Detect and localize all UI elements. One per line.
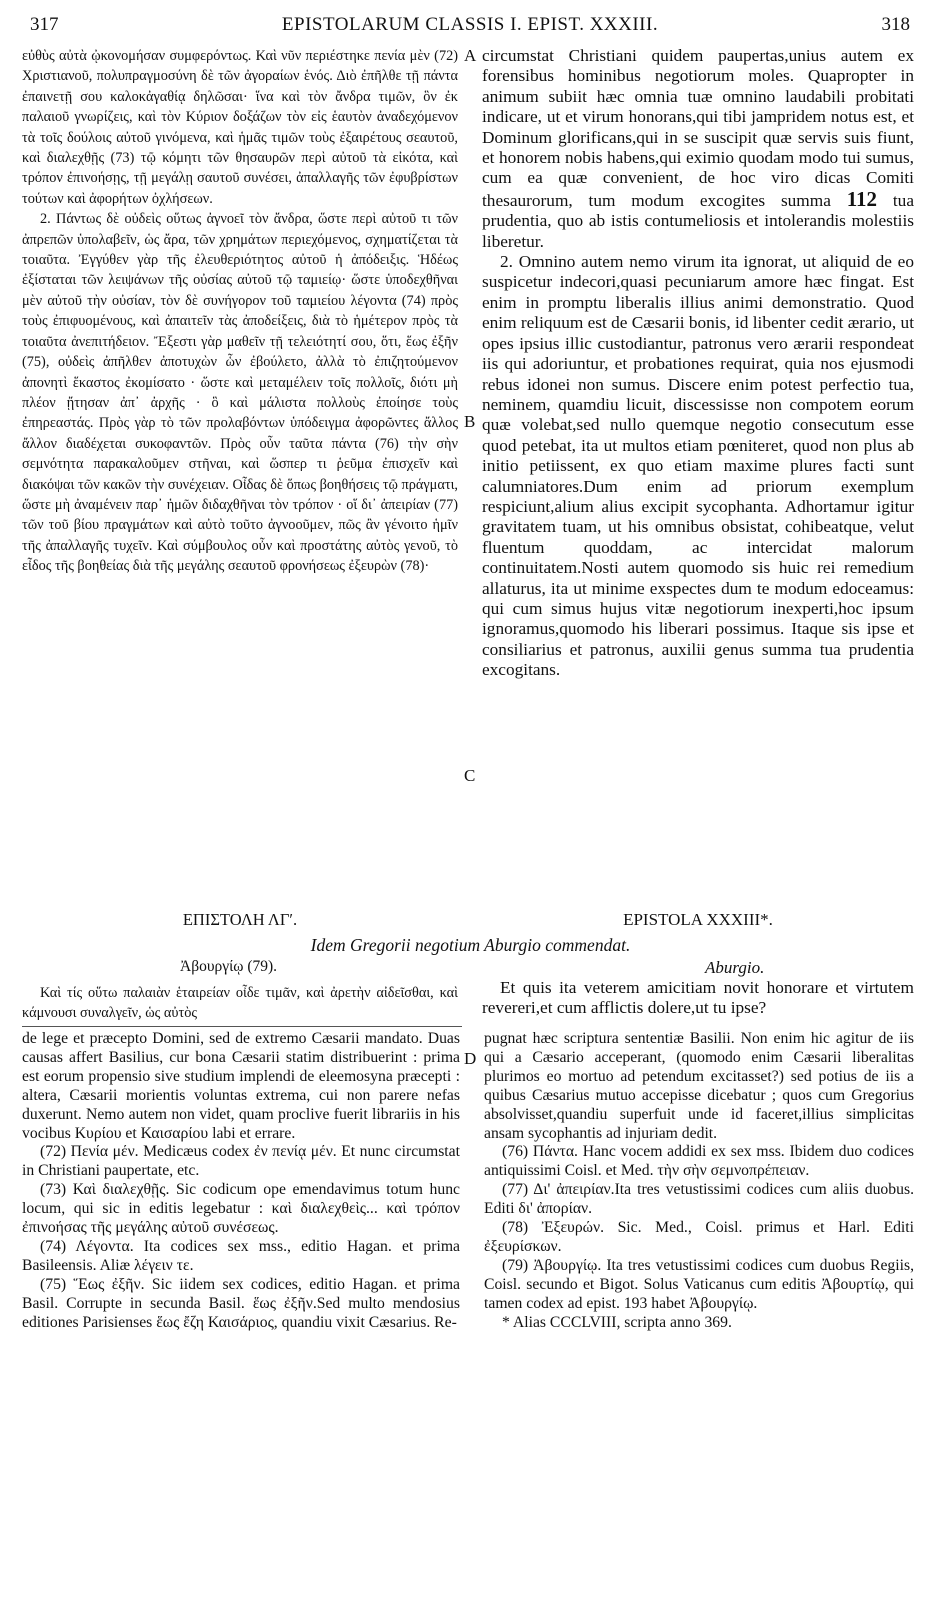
footnote-77: (77) Δι' ἀπειρίαν.Ita tres vetustissimi codices cum aliis duobus. Editi δι' ἀπορίαν. — [484, 1181, 914, 1218]
latin-text-column — [482, 46, 914, 681]
right-page-number: 318 — [881, 14, 910, 35]
latin-paragraph-1-part-a: circumstat Christiani quidem paupertas,unius autem ex forensibus hominibus negotiorum moles. Quapropter in animum subiit hæc omnia tuæ omnino laudabili probitati indicare, ut et virum honorans,qui tibi jampridem notus est, et Dominum glorificans,qui in se suscipit quæ servis suis fiunt, et honorem nobis habens,qui eximio quodam modo tui sumus, cum ea quæ convenient, de hoc viro dicas Comiti thesaurorum, tum modum excogites summa — [482, 46, 914, 210]
latin-epistle-heading: EPISTOLA XXXIII*. — [623, 910, 773, 929]
footnote-alias: * Alias CCCLVIII, scripta anno 369. — [502, 1313, 732, 1331]
greek-paragraph-1: εὐθὺς αὐτὰ ᾠκονομήσαν συμφερόντως. Καὶ νῦν περιέστηκε πενία μὲν (72) Χριστιανοῦ, πολυπραγμοσύνη δὲ τῶν ἀγοραίων ἑνός. Διὸ ἐπῆλθε τῇ πάντα ἐπαινετῇ σου καλοκἀγαθίᾳ δηλῶσαι· ἵνα καὶ τὸν ἄνδρα τιμῶν, ὃν ἐκ παλαιοῦ γνωρίζεις, καὶ τὸν Κύριον δοξάζων τὸν εἰς ἑαυτὸν ἀναδεχόμενον τὰ τοῖς δούλοις αὐτοῦ γινόμενα, καὶ ἡμᾶς τιμῶν τοὺς ἐξαιρέτους σεαυτοῦ, καὶ διαλεχθῇς (73) τῷ κόμητι τῶν θησαυρῶν περὶ αὐτοῦ τὰ εἰκότα, καὶ τρόπον ἐπινοήσῃς, τῇ μεγάλῃ σαυτοῦ συνέσει, ἀπαλλαγῆς τῶν ἐφυβρίστων τούτων καὶ ἀφορήτων ὀχλήσεων. — [22, 48, 458, 207]
latin-addressee: Aburgio. — [705, 958, 765, 977]
margin-letter-d: D — [464, 1049, 477, 1068]
footnote-75: (75) Ἕως ἐξῆν. Sic iidem sex codices, editio Hagan. et prima Basil. Corrupte in secunda Basil. ἕως ἐξῆν.Sed multo mendosius editiones Parisienses ἕως ἔζη Καισάριος, quandiu vixit Cæsarius. Re- — [22, 1275, 460, 1331]
running-header — [30, 14, 910, 42]
footnote-rule — [22, 1026, 462, 1027]
edition-page-marker: 112 — [846, 186, 878, 211]
footnote-78: (78) Ἐξευρών. Sic. Med., Coisl. primus et Harl. Editi ἐξευρίσκων. — [484, 1219, 914, 1255]
latin-paragraph-2: 2. Omnino autem nemo virum ita ignorat, ut aliquid de eo suspicetur indecori,quasi pecuniarum amore hæc fingat. Est enim in promptu liberalis illius animi demonstratio. Quod enim reliquum est de Cæsarii bonis, id libenter cedit ærario, ut opes ipsius illic custodiantur, patronus vero ærarii respondeat iis qui adoriuntur, et probationes requirat, quia nos ejusmodi rebus idonei non sumus. Discere enim potest perfectio tua, neminem, quamdiu licuit, discessisse non compotem eorum quæ volebat,sed nullo quemque negotio consecutum esse quod petebat, ita ut multos etiam pœniteret, quod non plus ab initio petiissent, ex quo etiam maxime plures facti sunt calumniatores.Dum enim ad priorum exemplum respiciunt,alium alius excipit sycophanta. Adhortamur igitur gravitatem tuam, ut his omnibus obsistat, cohibeatque, velut fluentum quoddam, ac intercidat malorum continuitatem.Nosti autem quomodo sis huic rei remedium allaturus, ita ut minime exspectes dum te modum edoceamus: qui cum simus hujus vitæ negotiorum inexperti,hoc ipsum ignoramus,quomodo his liberari possimus. Itaque sis ipse et consiliarius et patronus, auxilii genus summa tua prudentia excogitans. — [482, 252, 914, 680]
margin-letter-a: A — [464, 46, 477, 65]
footnotes-right-column — [484, 1030, 914, 1333]
footnote-76: (76) Πάντα. Hanc vocem addidi ex sex mss. Ibidem duo codices antiquissimi Coisl. et Med. τὴν σὴν σεμνοπρέπειαν. — [484, 1143, 914, 1180]
greek-paragraph-2: 2. Πάντως δὲ οὐδεὶς οὕτως ἀγνοεῖ τὸν ἄνδρα, ὥστε περὶ αὐτοῦ τι τῶν ἀπρεπῶν ὑπολαβεῖν, ὡς ἄρα, τῶν χρημάτων περιεχόμενος, σχηματίζεται τὰ τοιαῦτα. Ἐγγύθεν γὰρ τῆς ἐλευθεριότητος αὐτοῦ ἡ ἀπόδειξις. Ἡδέως ἐξίσταται τῶν λειψάνων τῆς οὐσίας αὐτοῦ τῷ ταμιείῳ· ὥστε ὑποδεχθῆναι μὲν αὐτοῦ τὴν οὐσίαν, τὸν δὲ συνήγορον τοῦ ταμιείου λέγοντα (74) πρὸς τοὺς ἐπιφυομένους, καὶ ἀπαιτεῖν τὰς ἀποδείξεις, διὰ τὸ ἡμέτερον πρὸς τὰ τοιαῦτα ἀνεπιτήδειον. Ἔξεστι γὰρ μαθεῖν τῇ τελειότητί σου, ὅτι, ἕως ἐξῆν (75), οὐδεὶς ἀπῆλθεν ἀποτυχὼν ὧν ἐβούλετο, ἀλλὰ τὸ ἐπιζητούμενον ἀπονητὶ ἕκαστος ἐκομίσατο · ὥστε καὶ μεταμέλειν τοῖς πολλοῖς, διότι μὴ πλέον ᾔτησαν ἀπ᾿ ἀρχῆς · ὃ καὶ μάλιστα πολλοὺς ἐποίησε τοὺς ἐπηρεαστάς. Πρὸς γὰρ τὸ τῶν προλαβόντων ὑπόδειγμα ἀφορῶντες ἄλλος ἄλλον διαδέχεται συκοφαντῶν. Πρὸς οὖν ταῦτα πάντα (76) τὴν σὴν σεμνότητα παρακαλοῦμεν στῆναι, καὶ ὥσπερ τι ῥεῦμα ἐπισχεῖν καὶ διακόψαι τῶν κακῶν τὴν συνέχειαν. Οἶδας δὲ ὅπως βοηθήσεις τῷ πράγματι, ὥστε μὴ ἀναμένειν παρ᾿ ἡμῶν διδαχθῆναι τὸν τρόπον · οἵ δι᾿ ἀπειρίαν (77) τῶν τοῦ βίου πραγμάτων καὶ αὐτὸ τοῦτο ἀγνοοῦμεν, πῶς ἂν γένοιτο ἡμῖν τῆς ἀπαλλαγῆς τυχεῖν. Καὶ σύμβουλος οὖν καὶ προστάτης αὐτὸς γενοῦ, τὸ εἶδος τῆς βοηθείας διὰ τῆς μεγάλης σεαυτοῦ φρονήσεως ἐξευρὼν (78)· — [22, 211, 458, 575]
greek-text-column — [22, 46, 458, 577]
running-title: EPISTOLARUM CLASSIS I. EPIST. XXXIII. — [281, 14, 659, 35]
footnote-continuation: de lege et præcepto Domini, sed de extremo Cæsarii mandato. Duas causas affert Basilius, cur bona Cæsarii statim distribuerint : prima est eorum propensio sive studium implendi de eleemosyna præcepti : altera, Cæsarii morientis voluntas extrema, cui non parere nefas duxerunt. Nemo autem non videt, quam proclive fuerit librariis in his vocibus Κυρίου et Καισαρίου labi et errare. — [22, 1030, 460, 1142]
margin-letter-c: C — [464, 766, 476, 785]
latin-paragraph-1-part-b: tua prudentia, quo ab istis contumeliosis et intolerandis molestiis liberetur. — [482, 190, 914, 251]
margin-letter-b: B — [464, 412, 476, 431]
footnote-73: (73) Καὶ διαλεχθῇς. Sic codicum ope emendavimus totum hunc locum, qui sic in editis legebatur : καὶ διαλεχθεὶς... καὶ τρόπον ἐπινοήσας τῆς μεγάλης αὐτοῦ συνέσεως. — [22, 1181, 460, 1237]
left-page-number: 317 — [30, 14, 59, 35]
footnote-75-continuation: pugnat hæc scriptura sententiæ Basilii. Non enim hic agitur de iis qui a Cæsario acceperant, (quomodo enim Cæsarii liberalitas plurimos eo mortuo ad petendum excitasset?) sed potius de iis a quibus Cæsarius mutuo accepisse dicebatur ; quos cum Gregorius absolvisset,quandiu superfuit unde id faceret,illius simplicitas ansam sycophantis ad injuriam dedit. — [484, 1030, 914, 1142]
footnote-72: (72) Πενία μέν. Medicæus codex ἐν πενίᾳ μέν. Et nunc circumstat in Christiani paupertate, etc. — [22, 1143, 460, 1180]
footnote-74: (74) Λέγοντα. Ita codices sex mss., editio Hagan. et prima Basileensis. Aliæ λέγειν τε. — [22, 1237, 460, 1274]
footnotes-left-column — [22, 1030, 460, 1333]
greek-addressee: Ἀβουργίῳ (79). — [180, 958, 278, 975]
latin-letter-opening: Et quis ita veterem amicitiam novit honorare et virtutem revereri,et cum afflictis dolere,ut tu ipse? — [482, 978, 914, 1018]
footnote-79: (79) Ἀβουργίῳ. Ita tres vetustissimi codices cum duobus Regiis, Coisl. secundo et Bigot. Solus Vaticanus cum editis Ἀβουρτίῳ, qui tamen codex ad epist. 193 habet Ἀβουργίῳ. — [484, 1256, 914, 1312]
latin-paragraph-1 — [482, 46, 914, 252]
greek-letter-opening: Καὶ τίς οὕτω παλαιὰν ἑταιρείαν οἶδε τιμᾶν, καὶ ἀρετὴν αἰδεῖσθαι, καὶ κάμνουσι συναλγεῖν, ὡς αὐτὸς — [22, 985, 458, 1022]
epistle-subtitle: Idem Gregorii negotium Aburgio commendat. — [310, 935, 631, 955]
greek-epistle-heading: ΕΠΙΣΤΟΛΗ ΛΓʹ. — [182, 910, 298, 929]
